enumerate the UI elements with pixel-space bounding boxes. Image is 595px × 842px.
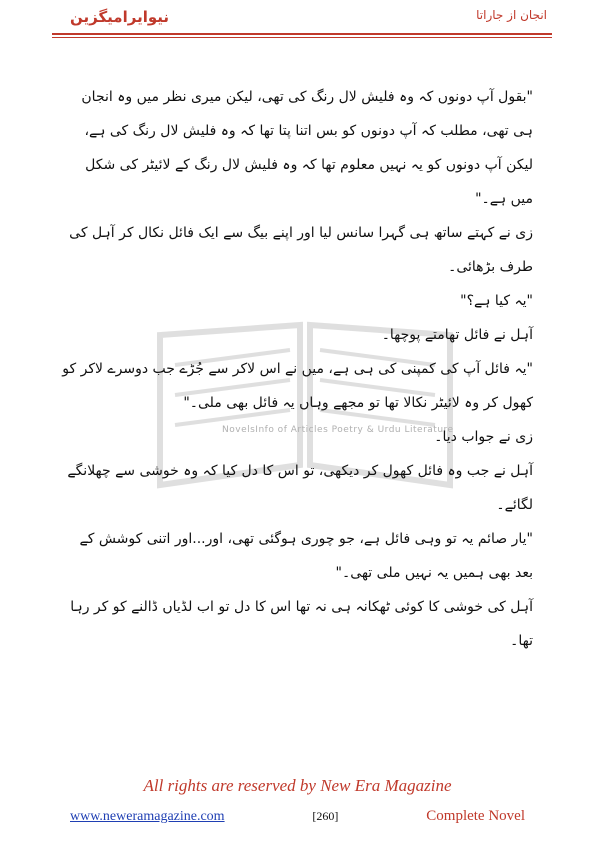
paragraph: آہل نے فائل تھامتے پوچھا۔ (381, 327, 533, 343)
paragraph: زی نے جواب دیا۔ (434, 429, 533, 445)
header-rule-thick (52, 33, 552, 35)
novel-title: انجان از جاراتا (476, 8, 547, 22)
header-rule-thin (52, 37, 552, 38)
paragraph: آہل کی خوشی کا کوئی ٹھکانہ ہی نہ تھا اس کا دل تو اب لڈیاں ڈالنے کو کر رہا تھا۔ (70, 599, 533, 649)
paragraph: "یہ فائل آپ کی کمپنی کی ہی ہے، میں نے اس لاکر سے جُڑے جب دوسرے لاکر کو کھول کر وہ لائیٹر نکالا تھا تو مجھے وہاں یہ فائل بھی ملی۔" (62, 361, 533, 411)
footer (70, 808, 525, 825)
footer-label: Complete Novel (426, 808, 525, 824)
paragraph: "یار صائم یہ تو وہی فائل ہے، جو چوری ہوگئی تھی، اور...اور اتنی کوشش کے بعد بھی ہمیں یہ نہیں ملی تھی۔" (79, 531, 533, 581)
website-link[interactable]: www.neweramagazine.com (70, 809, 225, 824)
paragraph: "بقول آپ دونوں کہ وہ فلیش لال رنگ کی تھی، لیکن میری نظر میں وہ انجان ہی تھی، مطلب کہ آپ دونوں کو بس اتنا پتا تھا کہ وہ فلیش لال رنگ کی ہے، لیکن آپ دونوں کو یہ نہیں معلوم تھا کہ وہ فلیش لال رنگ کے لائیٹر کی شکل میں ہے۔" (81, 89, 533, 207)
watermark-text: NovelsInfo of Articles Poetry & Urdu Literature (222, 425, 454, 435)
magazine-name: نیوایرامیگزین (70, 8, 170, 26)
story-body (62, 80, 533, 658)
page-number: [260] (312, 809, 339, 823)
paragraph: زی نے کہتے ساتھ ہی گہرا سانس لیا اور اپنے بیگ سے ایک فائل نکال کر آہل کی طرف بڑھائی۔ (69, 225, 533, 275)
rights-notice: All rights are reserved by New Era Magazine (143, 776, 452, 795)
paragraph: "یہ کیا ہے؟" (460, 293, 533, 309)
paragraph: آہل نے جب وہ فائل کھول کر دیکھی، تو اس کا دل کیا کہ وہ خوشی سے چھلانگے لگائے۔ (67, 463, 533, 513)
